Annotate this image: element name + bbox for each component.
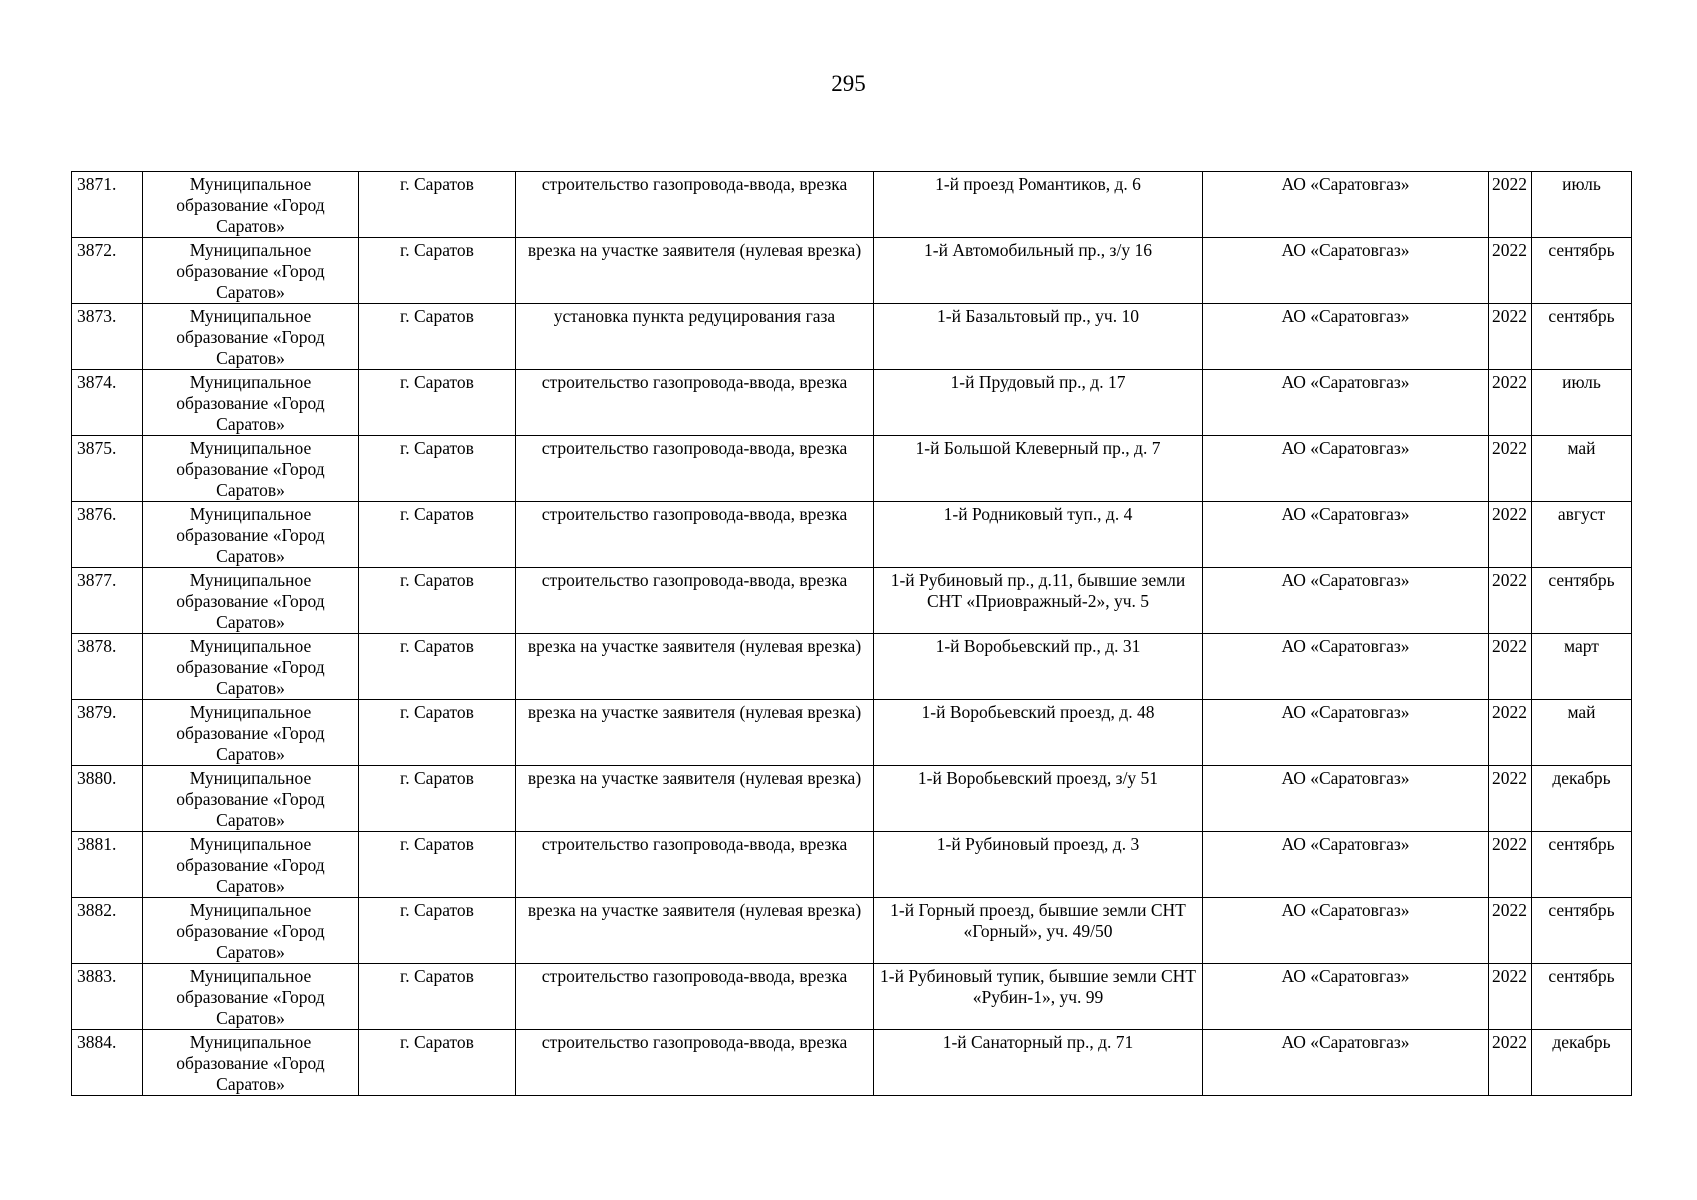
organization-cell: АО «Саратовгаз»: [1203, 634, 1489, 700]
year-cell: 2022: [1489, 1030, 1532, 1096]
city-cell: г. Саратов: [359, 172, 516, 238]
municipality-cell: Муниципальное образование «Город Саратов»: [143, 238, 359, 304]
row-number: 3880.: [72, 766, 143, 832]
work-type-cell: строительство газопровода-ввода, врезка: [516, 832, 874, 898]
work-type-cell: строительство газопровода-ввода, врезка: [516, 436, 874, 502]
address-cell: 1-й Прудовый пр., д. 17: [874, 370, 1203, 436]
table-row: [72, 898, 1632, 964]
municipality-cell: Муниципальное образование «Город Саратов»: [143, 1030, 359, 1096]
work-type-cell: строительство газопровода-ввода, врезка: [516, 1030, 874, 1096]
city-cell: г. Саратов: [359, 502, 516, 568]
month-cell: сентябрь: [1532, 964, 1632, 1030]
municipality-cell: Муниципальное образование «Город Саратов»: [143, 370, 359, 436]
month-cell: май: [1532, 436, 1632, 502]
table-row: [72, 370, 1632, 436]
city-cell: г. Саратов: [359, 1030, 516, 1096]
address-cell: 1-й Родниковый туп., д. 4: [874, 502, 1203, 568]
month-cell: декабрь: [1532, 766, 1632, 832]
table-row: [72, 1030, 1632, 1096]
work-type-cell: врезка на участке заявителя (нулевая врезка): [516, 898, 874, 964]
city-cell: г. Саратов: [359, 304, 516, 370]
table-row: [72, 568, 1632, 634]
organization-cell: АО «Саратовгаз»: [1203, 238, 1489, 304]
month-cell: сентябрь: [1532, 568, 1632, 634]
month-cell: май: [1532, 700, 1632, 766]
organization-cell: АО «Саратовгаз»: [1203, 898, 1489, 964]
year-cell: 2022: [1489, 700, 1532, 766]
city-cell: г. Саратов: [359, 370, 516, 436]
organization-cell: АО «Саратовгаз»: [1203, 172, 1489, 238]
year-cell: 2022: [1489, 568, 1532, 634]
organization-cell: АО «Саратовгаз»: [1203, 964, 1489, 1030]
work-type-cell: строительство газопровода-ввода, врезка: [516, 502, 874, 568]
address-cell: 1-й Рубиновый тупик, бывшие земли СНТ «Рубин-1», уч. 99: [874, 964, 1203, 1030]
city-cell: г. Саратов: [359, 700, 516, 766]
month-cell: декабрь: [1532, 1030, 1632, 1096]
table-row: [72, 700, 1632, 766]
municipality-cell: Муниципальное образование «Город Саратов»: [143, 502, 359, 568]
table-row: [72, 304, 1632, 370]
address-cell: 1-й Воробьевский проезд, з/у 51: [874, 766, 1203, 832]
row-number: 3877.: [72, 568, 143, 634]
municipality-cell: Муниципальное образование «Город Саратов»: [143, 898, 359, 964]
month-cell: август: [1532, 502, 1632, 568]
address-cell: 1-й Воробьевский пр., д. 31: [874, 634, 1203, 700]
year-cell: 2022: [1489, 832, 1532, 898]
year-cell: 2022: [1489, 304, 1532, 370]
address-cell: 1-й Горный проезд, бывшие земли СНТ «Горный», уч. 49/50: [874, 898, 1203, 964]
month-cell: март: [1532, 634, 1632, 700]
address-cell: 1-й Воробьевский проезд, д. 48: [874, 700, 1203, 766]
work-type-cell: врезка на участке заявителя (нулевая врезка): [516, 700, 874, 766]
city-cell: г. Саратов: [359, 898, 516, 964]
month-cell: сентябрь: [1532, 304, 1632, 370]
month-cell: сентябрь: [1532, 832, 1632, 898]
table-row: [72, 436, 1632, 502]
municipality-cell: Муниципальное образование «Город Саратов»: [143, 634, 359, 700]
organization-cell: АО «Саратовгаз»: [1203, 700, 1489, 766]
year-cell: 2022: [1489, 634, 1532, 700]
row-number: 3878.: [72, 634, 143, 700]
month-cell: сентябрь: [1532, 898, 1632, 964]
municipality-cell: Муниципальное образование «Город Саратов»: [143, 436, 359, 502]
municipality-cell: Муниципальное образование «Город Саратов»: [143, 964, 359, 1030]
year-cell: 2022: [1489, 370, 1532, 436]
year-cell: 2022: [1489, 898, 1532, 964]
year-cell: 2022: [1489, 964, 1532, 1030]
row-number: 3879.: [72, 700, 143, 766]
address-cell: 1-й Базальтовый пр., уч. 10: [874, 304, 1203, 370]
organization-cell: АО «Саратовгаз»: [1203, 436, 1489, 502]
row-number: 3881.: [72, 832, 143, 898]
organization-cell: АО «Саратовгаз»: [1203, 568, 1489, 634]
municipality-cell: Муниципальное образование «Город Саратов»: [143, 172, 359, 238]
city-cell: г. Саратов: [359, 568, 516, 634]
row-number: 3883.: [72, 964, 143, 1030]
month-cell: июль: [1532, 370, 1632, 436]
row-number: 3875.: [72, 436, 143, 502]
city-cell: г. Саратов: [359, 832, 516, 898]
municipality-cell: Муниципальное образование «Город Саратов»: [143, 304, 359, 370]
organization-cell: АО «Саратовгаз»: [1203, 370, 1489, 436]
table-row: [72, 766, 1632, 832]
gasification-table: [71, 171, 1632, 1096]
table-row: [72, 832, 1632, 898]
work-type-cell: врезка на участке заявителя (нулевая врезка): [516, 766, 874, 832]
table-row: [72, 502, 1632, 568]
month-cell: сентябрь: [1532, 238, 1632, 304]
work-type-cell: строительство газопровода-ввода, врезка: [516, 370, 874, 436]
municipality-cell: Муниципальное образование «Город Саратов»: [143, 568, 359, 634]
address-cell: 1-й проезд Романтиков, д. 6: [874, 172, 1203, 238]
row-number: 3884.: [72, 1030, 143, 1096]
row-number: 3871.: [72, 172, 143, 238]
table-row: [72, 964, 1632, 1030]
municipality-cell: Муниципальное образование «Город Саратов»: [143, 766, 359, 832]
organization-cell: АО «Саратовгаз»: [1203, 1030, 1489, 1096]
work-type-cell: строительство газопровода-ввода, врезка: [516, 568, 874, 634]
address-cell: 1-й Рубиновый проезд, д. 3: [874, 832, 1203, 898]
year-cell: 2022: [1489, 436, 1532, 502]
organization-cell: АО «Саратовгаз»: [1203, 502, 1489, 568]
row-number: 3873.: [72, 304, 143, 370]
address-cell: 1-й Санаторный пр., д. 71: [874, 1030, 1203, 1096]
city-cell: г. Саратов: [359, 964, 516, 1030]
city-cell: г. Саратов: [359, 634, 516, 700]
row-number: 3874.: [72, 370, 143, 436]
year-cell: 2022: [1489, 502, 1532, 568]
year-cell: 2022: [1489, 172, 1532, 238]
table-row: [72, 172, 1632, 238]
work-type-cell: установка пункта редуцирования газа: [516, 304, 874, 370]
work-type-cell: врезка на участке заявителя (нулевая врезка): [516, 238, 874, 304]
city-cell: г. Саратов: [359, 238, 516, 304]
city-cell: г. Саратов: [359, 766, 516, 832]
row-number: 3872.: [72, 238, 143, 304]
table-row: [72, 238, 1632, 304]
organization-cell: АО «Саратовгаз»: [1203, 304, 1489, 370]
row-number: 3882.: [72, 898, 143, 964]
work-type-cell: строительство газопровода-ввода, врезка: [516, 964, 874, 1030]
city-cell: г. Саратов: [359, 436, 516, 502]
address-cell: 1-й Автомобильный пр., з/у 16: [874, 238, 1203, 304]
address-cell: 1-й Рубиновый пр., д.11, бывшие земли СНТ «Приовражный-2», уч. 5: [874, 568, 1203, 634]
work-type-cell: врезка на участке заявителя (нулевая врезка): [516, 634, 874, 700]
table-row: [72, 634, 1632, 700]
municipality-cell: Муниципальное образование «Город Саратов»: [143, 700, 359, 766]
page-number: 295: [831, 71, 866, 96]
year-cell: 2022: [1489, 766, 1532, 832]
work-type-cell: строительство газопровода-ввода, врезка: [516, 172, 874, 238]
address-cell: 1-й Большой Клеверный пр., д. 7: [874, 436, 1203, 502]
row-number: 3876.: [72, 502, 143, 568]
month-cell: июль: [1532, 172, 1632, 238]
municipality-cell: Муниципальное образование «Город Саратов»: [143, 832, 359, 898]
organization-cell: АО «Саратовгаз»: [1203, 832, 1489, 898]
organization-cell: АО «Саратовгаз»: [1203, 766, 1489, 832]
year-cell: 2022: [1489, 238, 1532, 304]
